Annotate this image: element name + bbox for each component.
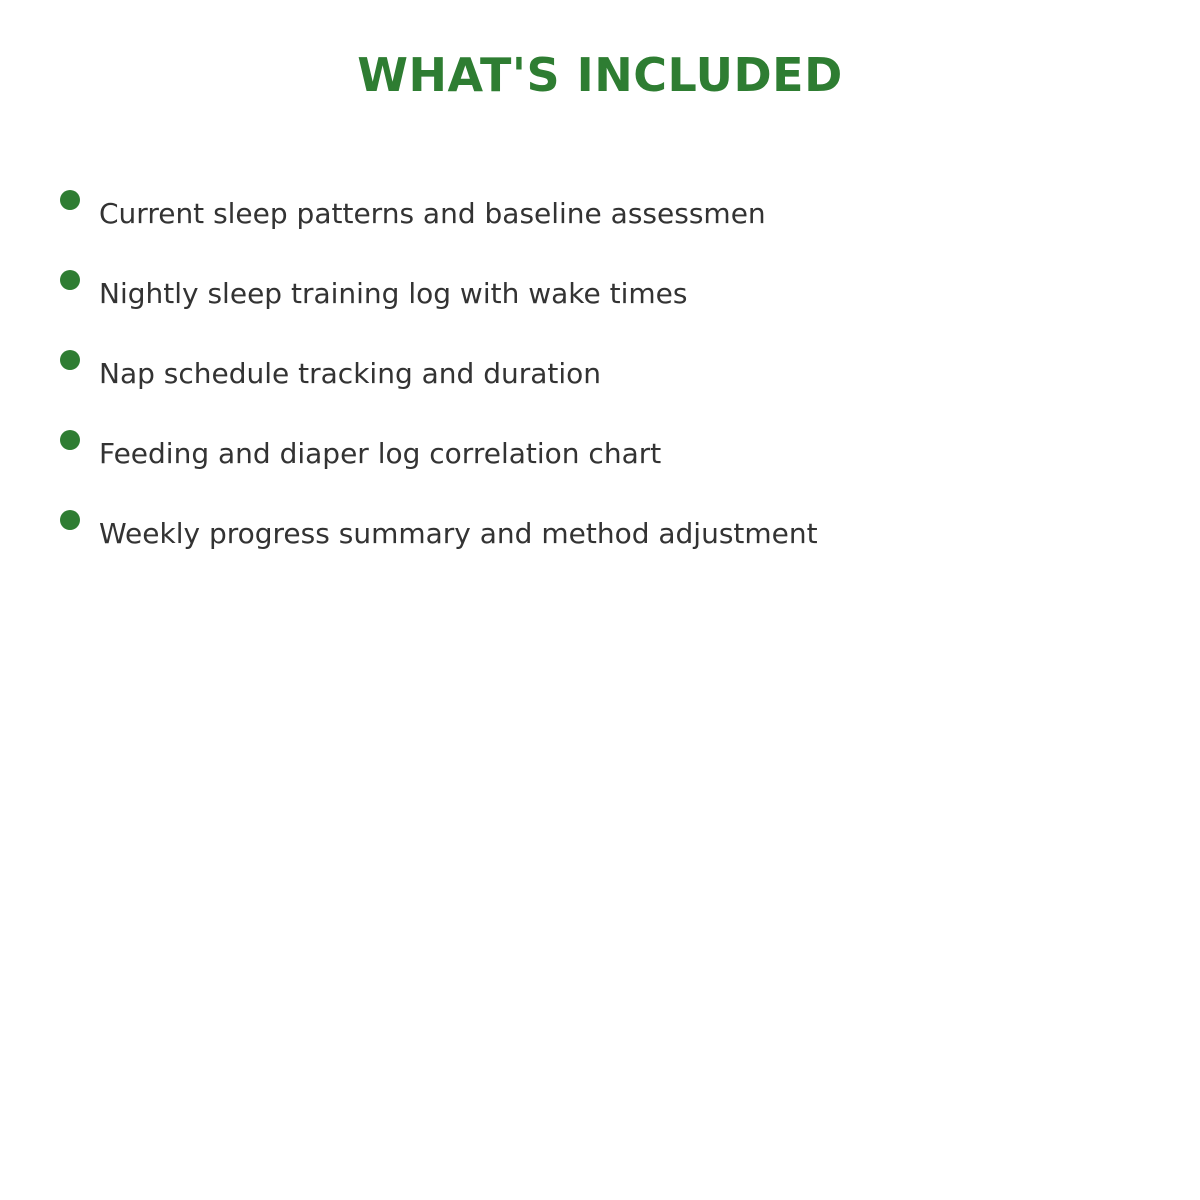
list-item <box>0 510 1200 590</box>
bullet-icon <box>60 510 80 530</box>
list-item <box>0 190 1200 270</box>
bullet-icon <box>60 430 80 450</box>
bullet-icon <box>60 270 80 290</box>
list-item <box>0 350 1200 430</box>
list-item-label: Feeding and diaper log correlation chart <box>99 437 662 470</box>
page-title: WHAT'S INCLUDED <box>357 48 843 102</box>
bullet-icon <box>60 190 80 210</box>
list-item-label: Current sleep patterns and baseline assessmen <box>99 197 766 230</box>
bullet-icon <box>60 350 80 370</box>
list-item-label: Nightly sleep training log with wake times <box>99 277 688 310</box>
list-item <box>0 270 1200 350</box>
list-item-label: Weekly progress summary and method adjustment <box>99 517 818 550</box>
included-list <box>0 190 1200 590</box>
list-item <box>0 430 1200 510</box>
list-item-label: Nap schedule tracking and duration <box>99 357 602 390</box>
